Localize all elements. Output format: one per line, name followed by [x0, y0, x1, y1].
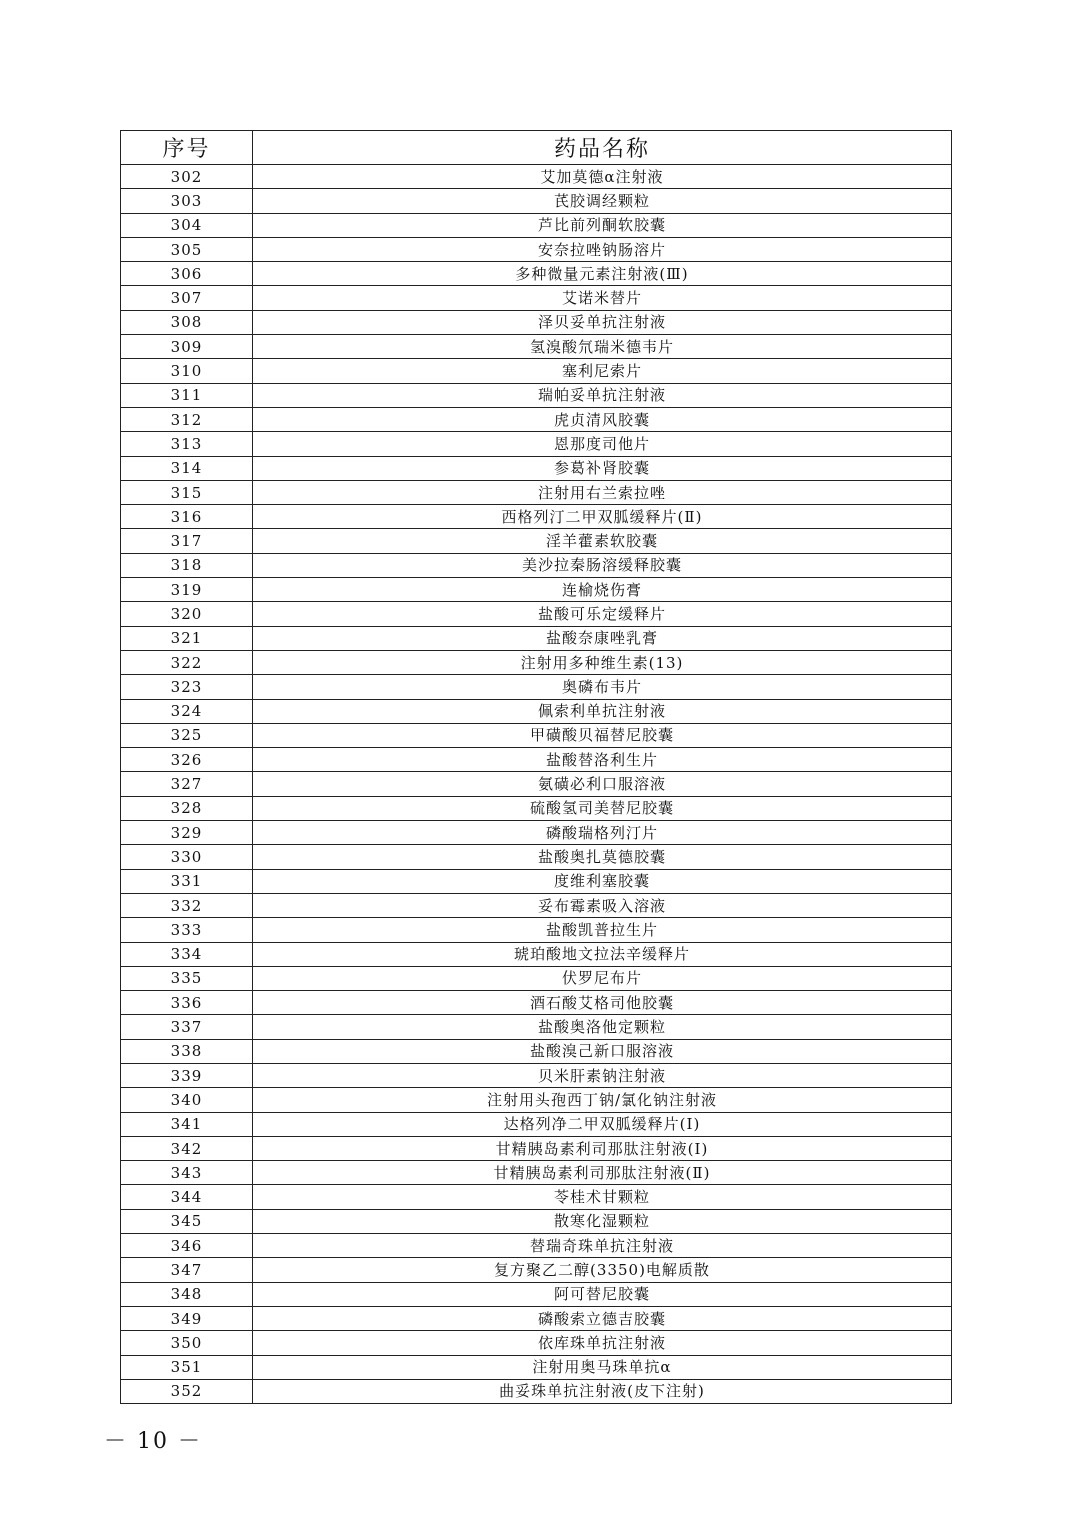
table-row	[121, 359, 952, 383]
drug-name-cell: 参葛补肾胶囊	[253, 456, 952, 480]
table-row	[121, 796, 952, 820]
drug-name-cell: 艾加莫德α注射液	[253, 165, 952, 189]
drug-name-cell: 盐酸溴己新口服溶液	[253, 1039, 952, 1063]
serial-number-cell: 315	[121, 480, 253, 504]
table-row	[121, 966, 952, 990]
table-row	[121, 1282, 952, 1306]
table-row	[121, 772, 952, 796]
serial-number-cell: 344	[121, 1185, 253, 1209]
drug-name-cell: 酒石酸艾格司他胶囊	[253, 991, 952, 1015]
drug-name-cell: 硫酸氢司美替尼胶囊	[253, 796, 952, 820]
drug-name-cell: 氨磺必利口服溶液	[253, 772, 952, 796]
drug-name-cell: 替瑞奇珠单抗注射液	[253, 1234, 952, 1258]
serial-number-cell: 307	[121, 286, 253, 310]
drug-name-cell: 甲磺酸贝福替尼胶囊	[253, 723, 952, 747]
serial-number-cell: 311	[121, 383, 253, 407]
table-row	[121, 505, 952, 529]
drug-name-cell: 妥布霉素吸入溶液	[253, 893, 952, 917]
drug-name-cell: 泽贝妥单抗注射液	[253, 310, 952, 334]
drug-name-cell: 芪胶调经颗粒	[253, 189, 952, 213]
drug-name-cell: 佩索利单抗注射液	[253, 699, 952, 723]
serial-number-cell: 323	[121, 675, 253, 699]
serial-number-cell: 326	[121, 748, 253, 772]
serial-number-cell: 351	[121, 1355, 253, 1379]
serial-number-cell: 338	[121, 1039, 253, 1063]
table-header	[121, 131, 952, 165]
table-row	[121, 1088, 952, 1112]
table-row	[121, 1136, 952, 1160]
table-row	[121, 1039, 952, 1063]
serial-number-cell: 334	[121, 942, 253, 966]
serial-number-cell: 343	[121, 1161, 253, 1185]
page-number: － 10 －	[104, 1429, 202, 1454]
serial-number-cell: 303	[121, 189, 253, 213]
drug-name-cell: 曲妥珠单抗注射液(皮下注射)	[253, 1379, 952, 1403]
serial-number-cell: 324	[121, 699, 253, 723]
drug-name-cell: 艾诺米替片	[253, 286, 952, 310]
serial-number-cell: 341	[121, 1112, 253, 1136]
drug-name-cell: 注射用多种维生素(13)	[253, 650, 952, 674]
drug-name-cell: 磷酸瑞格列汀片	[253, 821, 952, 845]
table-row	[121, 893, 952, 917]
serial-number-cell: 339	[121, 1063, 253, 1087]
table-row	[121, 699, 952, 723]
table-row	[121, 213, 952, 237]
serial-number-cell: 306	[121, 262, 253, 286]
serial-number-cell: 305	[121, 237, 253, 261]
table-row	[121, 821, 952, 845]
table-row	[121, 237, 952, 261]
table-row	[121, 942, 952, 966]
table-row	[121, 1063, 952, 1087]
table-row	[121, 1234, 952, 1258]
drug-name-cell: 注射用头孢西丁钠/氯化钠注射液	[253, 1088, 952, 1112]
drug-name-cell: 奥磷布韦片	[253, 675, 952, 699]
drug-name-cell: 氢溴酸氘瑞米德韦片	[253, 335, 952, 359]
table-row	[121, 310, 952, 334]
table-row	[121, 286, 952, 310]
serial-number-cell: 347	[121, 1258, 253, 1282]
serial-number-cell: 308	[121, 310, 253, 334]
table-row	[121, 262, 952, 286]
drug-name-cell: 西格列汀二甲双胍缓释片(Ⅱ)	[253, 505, 952, 529]
serial-number-cell: 327	[121, 772, 253, 796]
table-row	[121, 1306, 952, 1330]
table-row	[121, 1015, 952, 1039]
table-row	[121, 529, 952, 553]
serial-number-cell: 330	[121, 845, 253, 869]
drug-name-cell: 贝米肝素钠注射液	[253, 1063, 952, 1087]
drug-name-cell: 注射用奥马珠单抗α	[253, 1355, 952, 1379]
drug-name-cell: 塞利尼索片	[253, 359, 952, 383]
drug-name-cell: 苓桂术甘颗粒	[253, 1185, 952, 1209]
table-row	[121, 1209, 952, 1233]
serial-number-cell: 312	[121, 407, 253, 431]
table-row	[121, 1185, 952, 1209]
serial-number-cell: 319	[121, 578, 253, 602]
drug-name-cell: 阿可替尼胶囊	[253, 1282, 952, 1306]
drug-name-cell: 虎贞清风胶囊	[253, 407, 952, 431]
table-body	[121, 165, 952, 1404]
drug-name-cell: 盐酸奈康唑乳膏	[253, 626, 952, 650]
serial-number-cell: 336	[121, 991, 253, 1015]
drug-name-cell: 依库珠单抗注射液	[253, 1331, 952, 1355]
table-row	[121, 918, 952, 942]
table-row	[121, 165, 952, 189]
serial-number-cell: 333	[121, 918, 253, 942]
table-row	[121, 335, 952, 359]
drug-list-table	[120, 130, 952, 1404]
serial-number-cell: 310	[121, 359, 253, 383]
table-row	[121, 480, 952, 504]
table-row	[121, 723, 952, 747]
serial-number-cell: 340	[121, 1088, 253, 1112]
drug-name-cell: 美沙拉秦肠溶缓释胶囊	[253, 553, 952, 577]
serial-number-cell: 348	[121, 1282, 253, 1306]
serial-number-cell: 318	[121, 553, 253, 577]
serial-number-cell: 317	[121, 529, 253, 553]
serial-number-cell: 314	[121, 456, 253, 480]
table-row	[121, 578, 952, 602]
table-row	[121, 1355, 952, 1379]
serial-number-cell: 328	[121, 796, 253, 820]
drug-name-cell: 复方聚乙二醇(3350)电解质散	[253, 1258, 952, 1282]
table-row	[121, 383, 952, 407]
serial-number-cell: 346	[121, 1234, 253, 1258]
drug-name-cell: 甘精胰岛素利司那肽注射液(Ⅰ)	[253, 1136, 952, 1160]
drug-name-cell: 盐酸替洛利生片	[253, 748, 952, 772]
serial-number-cell: 331	[121, 869, 253, 893]
table-row	[121, 869, 952, 893]
table-row	[121, 602, 952, 626]
serial-number-cell: 322	[121, 650, 253, 674]
serial-number-cell: 309	[121, 335, 253, 359]
serial-number-cell: 352	[121, 1379, 253, 1403]
serial-number-cell: 345	[121, 1209, 253, 1233]
drug-name-cell: 注射用右兰索拉唑	[253, 480, 952, 504]
header-row	[121, 131, 952, 165]
drug-name-cell: 度维利塞胶囊	[253, 869, 952, 893]
table-row	[121, 456, 952, 480]
table-row	[121, 748, 952, 772]
drug-name-cell: 连榆烧伤膏	[253, 578, 952, 602]
drug-name-cell: 磷酸索立德吉胶囊	[253, 1306, 952, 1330]
serial-number-cell: 335	[121, 966, 253, 990]
drug-name-cell: 安奈拉唑钠肠溶片	[253, 237, 952, 261]
serial-number-cell: 313	[121, 432, 253, 456]
drug-name-cell: 恩那度司他片	[253, 432, 952, 456]
drug-name-cell: 多种微量元素注射液(Ⅲ)	[253, 262, 952, 286]
serial-number-cell: 321	[121, 626, 253, 650]
drug-name-cell: 达格列净二甲双胍缓释片(Ⅰ)	[253, 1112, 952, 1136]
table-row	[121, 432, 952, 456]
serial-number-cell: 349	[121, 1306, 253, 1330]
serial-number-cell: 302	[121, 165, 253, 189]
serial-number-cell: 337	[121, 1015, 253, 1039]
drug-name-cell: 盐酸凯普拉生片	[253, 918, 952, 942]
serial-number-cell: 304	[121, 213, 253, 237]
table-row	[121, 407, 952, 431]
table-row	[121, 650, 952, 674]
table-row	[121, 189, 952, 213]
drug-name-cell: 瑞帕妥单抗注射液	[253, 383, 952, 407]
drug-name-cell: 芦比前列酮软胶囊	[253, 213, 952, 237]
table-row	[121, 1161, 952, 1185]
drug-name-cell: 盐酸奥扎莫德胶囊	[253, 845, 952, 869]
drug-name-cell: 散寒化湿颗粒	[253, 1209, 952, 1233]
table-row	[121, 1331, 952, 1355]
table-row	[121, 675, 952, 699]
serial-number-cell: 325	[121, 723, 253, 747]
drug-name-cell: 盐酸奥洛他定颗粒	[253, 1015, 952, 1039]
table-row	[121, 991, 952, 1015]
table-row	[121, 1379, 952, 1403]
drug-name-cell: 盐酸可乐定缓释片	[253, 602, 952, 626]
serial-number-cell: 329	[121, 821, 253, 845]
serial-number-cell: 342	[121, 1136, 253, 1160]
serial-number-cell: 350	[121, 1331, 253, 1355]
drug-name-cell: 淫羊藿素软胶囊	[253, 529, 952, 553]
table-row	[121, 553, 952, 577]
serial-number-cell: 332	[121, 893, 253, 917]
table-row	[121, 845, 952, 869]
serial-number-cell: 320	[121, 602, 253, 626]
drug-name-cell: 伏罗尼布片	[253, 966, 952, 990]
table-row	[121, 626, 952, 650]
header-serial-number: 序号	[121, 131, 253, 165]
drug-name-cell: 琥珀酸地文拉法辛缓释片	[253, 942, 952, 966]
table-row	[121, 1112, 952, 1136]
header-drug-name: 药品名称	[253, 131, 952, 165]
drug-name-cell: 甘精胰岛素利司那肽注射液(Ⅱ)	[253, 1161, 952, 1185]
table-row	[121, 1258, 952, 1282]
serial-number-cell: 316	[121, 505, 253, 529]
